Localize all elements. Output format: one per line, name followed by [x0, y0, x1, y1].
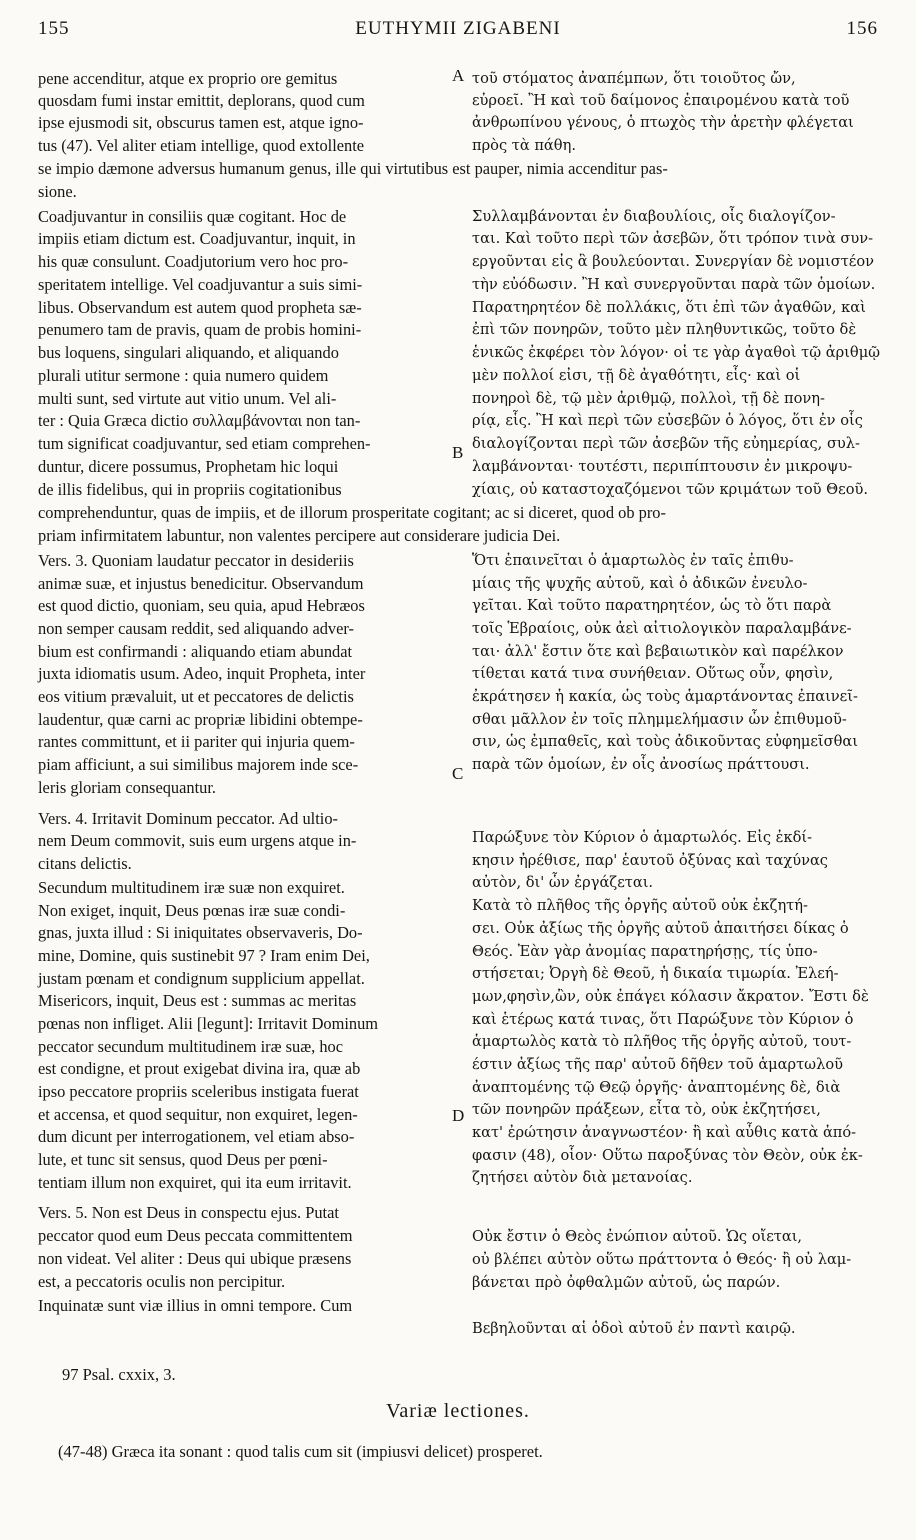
lat-line: non semper causam reddit, sed aliquando adver-: [38, 619, 354, 638]
lat-line: ipso peccatore propriis sceleribus instigata fuerat: [38, 1082, 359, 1101]
grk-line: παρὰ τῶν ὁμοίων, ἐν οἷς ἀνοσίως πράττουσι.: [472, 756, 810, 773]
lat-line: ipse ejusmodi sit, obscurus tamen est, atque igno-: [38, 113, 364, 132]
lat-line: lute, et tunc sit sensus, quod Deus per pœni-: [38, 1150, 328, 1169]
grk-line: χίαις, οὐ καταστοχαζόμενοι τῶν κριμάτων τοῦ Θεοῦ.: [472, 481, 868, 498]
grk-line: ζητήσει αὐτὸν διὰ μετανοίας.: [472, 1169, 693, 1186]
lat-line: est quod dictio, quoniam, seu quia, apud Hebræos: [38, 596, 365, 615]
lat-line: de illis fidelibus, qui in propriis cogitationibus: [38, 480, 342, 499]
grk-line: τοῦ στόματος ἀναπέμπων, ὅτι τοιοῦτος ὤν,: [472, 70, 796, 87]
grk-line: κησιν ἠρέθισε, παρ' ἑαυτοῦ ὀξύνας καὶ ταχύνας: [472, 852, 828, 869]
grk-line: μίαις τῆς ψυχῆς αὐτοῦ, καὶ ὁ ἀδικῶν ἐνευλο-: [472, 575, 808, 592]
lat-line: eos vitium prævaluit, ut et peccatores de delictis: [38, 687, 354, 706]
grk-line: γεῖται. Καὶ τοῦτο παρατηρητέον, ὡς τὸ ὅτι παρὰ: [472, 597, 832, 614]
full-line: sione.: [38, 182, 77, 201]
lat-line: impiis etiam dictum est. Coadjuvantur, inquit, in: [38, 229, 356, 248]
grk-line: φασιν (48), οἷον· Οὕτω παροξύνας τὸν Θεὸν, οὐκ ἐκ-: [472, 1147, 863, 1164]
lat-line: mine, Domine, quis sustinebit 97 ? Iram enim Dei,: [38, 946, 370, 965]
lat-line: multi sunt, sed virtute aut vitio unum. Vel ali-: [38, 389, 337, 408]
variae-lectiones-title: Variæ lectiones.: [386, 1400, 530, 1422]
grk-line: σθαι μᾶλλον ἐν τοῖς πλημμελήμασιν ὧν ἐπιθυμοῦ-: [472, 711, 847, 728]
grk-line: σιν, ὡς ἐμπαθεῖς, καὶ τοὺς ἀδικοῦντας εὐφημεῖσθαι: [472, 733, 858, 750]
lat-line: plurali utitur sermone : quia numero quidem: [38, 366, 329, 385]
grk-line: Οὐκ ἔστιν ὁ Θεὸς ἐνώπιον αὐτοῦ. Ὡς οἴεται,: [472, 1228, 803, 1245]
grk-line: τίθεται κατά τινα συνήθειαν. Οὕτως οὖν, φησὶν,: [472, 665, 834, 682]
lat-line: tum significat coadjuvantur, sed etiam comprehen-: [38, 434, 371, 453]
grk-line: Συλλαμβάνονται ἐν διαβουλίοις, οἷς διαλογίζον-: [472, 208, 836, 225]
grk-line: αὐτὸν, δι' ὧν ἐργάζεται.: [472, 874, 654, 891]
grk-line: στήσεται; Ὀργὴ δὲ Θεοῦ, ἡ δικαία τιμωρία. Ἐλεή-: [472, 965, 839, 982]
grk-line: Παρατηρητέον δὲ πολλάκις, ὅτι ἐπὶ τῶν ἀγαθῶν, καὶ: [472, 299, 866, 316]
grk-line: λαμβάνονται· τουτέστι, περιπίπτουσιν ἐν μικροψυ-: [472, 458, 853, 475]
lat-line: peccator secundum multitudinem iræ suæ, hoc: [38, 1037, 343, 1056]
full-line: se impio dæmone adversus humanum genus, ille qui virtutibus est pauper, nimia accenditur pas-: [38, 159, 668, 178]
left-page-number: 155: [38, 18, 70, 39]
grk-line: ρίᾳ, εἷς. Ἢ καὶ περὶ τῶν εὐσεβῶν ὁ λόγος, ὅτι ἐν οἷς: [472, 412, 863, 429]
variae-lectiones-text: (47-48) Græca ita sonant : quod talis cum sit (impiusvi delicet) prosperet.: [58, 1442, 543, 1461]
lat-line: citans delictis.: [38, 854, 132, 873]
lat-line: laudentur, quæ carni ac propriæ libidini obtempe-: [38, 710, 363, 729]
lat-line: et accensa, et quod sequitur, non exquiret, legen-: [38, 1105, 358, 1124]
grk-line: ἁμαρτωλὸς κατὰ τὸ πλῆθος τῆς ὀργῆς αὐτοῦ, τουτ-: [472, 1033, 852, 1050]
grk-line: ται· ἀλλ' ἔστιν ὅτε καὶ βεβαιωτικὸν καὶ παρέλκον: [472, 643, 844, 660]
lat-line: gnas, juxta illud : Si iniquitates observaveris, Do-: [38, 923, 363, 942]
grk-line: ἀναπτομένης τῷ Θεῷ ὀργῆς· ἀναπτομένης δὲ, διὰ: [472, 1079, 841, 1096]
marker-c: C: [452, 764, 464, 783]
grk-line: ἐκράτησεν ἡ κακία, ὡς τοὺς ἁμαρτάνοντας ἐπαινεῖ-: [472, 688, 858, 705]
lat-line: tentiam illum non exquiret, qui ita eum irritavit.: [38, 1173, 352, 1192]
lat-line: peccator quod eum Deus peccata committentem: [38, 1226, 353, 1245]
marker-b: B: [452, 443, 464, 462]
lat-line: leris gloriam consequantur.: [38, 778, 216, 797]
lat-line: rantes committunt, et ii pariter qui injuria quem-: [38, 732, 355, 751]
grk-line: πονηροὶ δὲ, τῷ μὲν ἀριθμῷ, πολλοὶ, τῇ δὲ πονη-: [472, 390, 825, 407]
lat-line: non videat. Vel aliter : Deus qui ubique præsens: [38, 1249, 352, 1268]
grk-line: καὶ ἑτέρως κατά τινας, ὅτι Παρώξυνε τὸν Κύριον ὁ: [472, 1011, 854, 1028]
grk-line: βάνεται πρὸ ὀφθαλμῶν αὐτοῦ, ὡς παρών.: [472, 1274, 781, 1291]
lat-line: his quæ consulunt. Coadjutorium vero hoc pro-: [38, 252, 349, 271]
grk-line: τῶν πονηρῶν πράξεων, εἶτα τὸ, οὐκ ἐκζητήσει,: [472, 1101, 821, 1118]
lat-line: est condigne, et prout exigebat divina ira, quæ ab: [38, 1059, 361, 1078]
lat-line: bus loquens, singulari aliquando, et aliquando: [38, 343, 339, 362]
lat-line: Vers. 5. Non est Deus in conspectu ejus. Putat: [38, 1203, 339, 1222]
lat-line: libus. Observandum est autem quod propheta sæ-: [38, 298, 362, 317]
lat-line: pœnas non infliget. Alii [legunt]: Irritavit Dominum: [38, 1014, 379, 1033]
full-line: comprehenduntur, quas de impiis, et de illorum prosperitate cogitant; ac si diceret, quod ob pro-: [38, 503, 666, 522]
lat-line: dum dicunt per interrogationem, vel etiam abso-: [38, 1127, 355, 1146]
grk-line: τὴν εὐόδωσιν. Ἢ καὶ συνεργοῦνται παρὰ τῶν ὁμοίων.: [472, 276, 876, 293]
grk-line: διαλογίζονται περὶ τῶν ἀσεβῶν τῆς εὐημερίας, συλ-: [472, 435, 860, 452]
lat-line: penumero tam de pravis, quam de probis homini-: [38, 320, 362, 339]
grk-line: σει. Οὐκ ἀξίως τῆς ὀργῆς αὐτοῦ ἀπαιτήσει δίκας ὁ: [472, 920, 849, 937]
lat-line: piam afficiunt, a sui similibus majorem inde sce-: [38, 755, 359, 774]
grk-line: έστιν ἀξίως τῆς παρ' αὐτοῦ δῆθεν τοῦ ἁμαρτωλοῦ: [472, 1056, 843, 1073]
lat-line: nem Deum commovit, suis eum urgens atque in-: [38, 831, 357, 850]
footnote: 97 Psal. cxxix, 3.: [62, 1365, 176, 1384]
grk-line: ἑνικῶς ἐκφέρει τὸν λόγον· οἱ τε γὰρ ἀγαθοὶ τῷ ἀριθμῷ: [472, 344, 881, 361]
lat-line: pene accenditur, atque ex proprio ore gemitus: [38, 69, 338, 88]
grk-line: τοῖς Ἑβραίοις, οὐκ ἀεὶ αἰτιολογικὸν παραλαμβάνε-: [472, 620, 852, 637]
lat-line: speritatem intellige. Vel coadjuvantur a suis simi-: [38, 275, 363, 294]
right-page-number: 156: [846, 18, 878, 39]
grk-line: Κατὰ τὸ πλῆθος τῆς ὀργῆς αὐτοῦ οὐκ ἐκζητή-: [472, 897, 808, 914]
grk-line: Παρώξυνε τὸν Κύριον ὁ ἁμαρτωλός. Εἰς ἐκδί-: [472, 829, 813, 846]
grk-line: οὐ βλέπει αὐτὸν οὕτω πράττοντα ὁ Θεός· ἢ οὐ λαμ-: [472, 1251, 852, 1268]
grk-line: μὲν πολλοί εἰσι, τῇ δὲ ἀγαθότητι, εἷς· καὶ οἱ: [472, 367, 801, 384]
grk-line: Ὅτι ἐπαινεῖται ὁ ἁμαρτωλὸς ἐν ταῖς ἐπιθυ-: [472, 552, 794, 569]
lat-line: Vers. 4. Irritavit Dominum peccator. Ad ultio-: [38, 809, 338, 828]
grk-line: πρὸς τὰ πάθη.: [472, 137, 576, 154]
marker-d: D: [452, 1106, 465, 1125]
lat-line: est, a peccatoris oculis non percipitur.: [38, 1272, 286, 1291]
grk-line: ἐπὶ τῶν πονηρῶν, τοῦτο μὲν πληθυντικῶς, τοῦτο δὲ: [472, 321, 857, 338]
lat-line: duntur, dicere possumus, Prophetam hic loqui: [38, 457, 339, 476]
lat-line: Non exiget, inquit, Deus pœnas iræ suæ condi-: [38, 901, 346, 920]
grk-line: ἀνθρωπίνου γένους, ὁ πτωχὸς τὴν ἀρετὴν φλέγεται: [472, 114, 854, 131]
grk-line: κατ' ἐρώτησιν ἀναγνωστέον· ἢ καὶ αὖθις κατὰ ἀπό-: [472, 1124, 857, 1141]
running-title: EUTHYMII ZIGABENI: [355, 18, 561, 39]
lat-line: Inquinatæ sunt viæ illius in omni tempore. Cum: [38, 1296, 353, 1315]
lat-line: Misericors, inquit, Deus est : summas ac meritas: [38, 991, 357, 1010]
grk-line: ται. Καὶ τοῦτο περὶ τῶν ἀσεβῶν, ὅτι τρόπον τινὰ συν-: [472, 230, 874, 247]
lat-line: tus (47). Vel aliter etiam intellige, quod extollente: [38, 136, 365, 155]
full-line: priam infirmitatem labuntur, non valentes percipere aut considerare judicia Dei.: [38, 526, 561, 545]
lat-line: ter : Quia Græca dictio συλλαμβάνονται non tan-: [38, 411, 361, 430]
grk-line: Βεβηλοῦνται αἱ ὁδοὶ αὐτοῦ ἐν παντὶ καιρῷ.: [472, 1320, 796, 1337]
lat-line: Secundum multitudinem iræ suæ non exquiret.: [38, 878, 345, 897]
lat-line: quosdam fumi instar emittit, deplorans, quod cum: [38, 91, 365, 110]
lat-line: juxta idiomatis usum. Adeo, inquit Propheta, inter: [38, 664, 366, 683]
lat-line: animæ suæ, et injustus benedicitur. Observandum: [38, 574, 364, 593]
grk-line: εργοῦνται εἰς ἃ βουλεύονται. Συνεργίαν δὲ νομιστέον: [472, 253, 875, 270]
grk-line: μων,φησὶν,ὢν, οὐκ ἐπάγει κόλασιν ἄκρατον. Ἔστι δὲ: [472, 988, 869, 1005]
lat-line: Vers. 3. Quoniam laudatur peccator in desideriis: [38, 551, 354, 570]
lat-line: Coadjuvantur in consiliis quæ cogitant. Hoc de: [38, 207, 347, 226]
lat-line: bium est confirmandi : aliquando etiam abundat: [38, 642, 353, 661]
lat-line: justam pœnam et condignum supplicium appellat.: [38, 969, 365, 988]
marker-a: A: [452, 66, 465, 85]
grk-line: Θεός. Ἐὰν γὰρ ἀνομίας παρατηρήσῃς, τίς ὑπο-: [472, 943, 818, 960]
grk-line: εὐροεῖ. Ἢ καὶ τοῦ δαίμονος ἐπαιρομένου κατὰ τοῦ: [472, 92, 850, 109]
